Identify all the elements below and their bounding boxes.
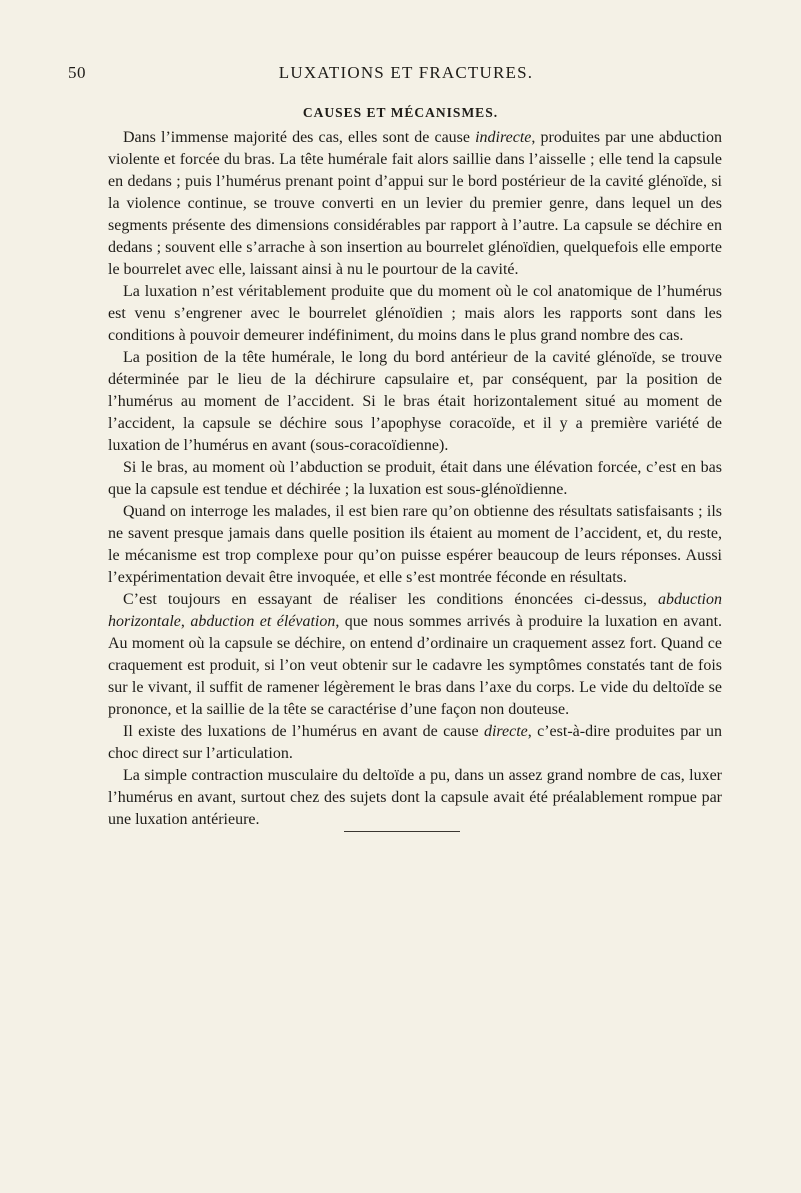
text-run: Si le bras, au moment où l’abduction se produit, était dans une élévation forcée, c’est en bas que la capsule est tendue et déchirée ; la luxation est sous-glénoïdienne.	[108, 459, 722, 498]
paragraph	[108, 721, 722, 765]
running-title: LUXATIONS ET FRACTURES.	[278, 63, 534, 82]
text-run: La luxation n’est véritablement produite que du moment où le col anatomique de l’humérus est venu s’engrener avec le bourrelet glénoïdien ; mais alors les rapports sont dans les conditions à pouvoir demeurer indéfiniment, du moins dans le plus grand nombre des cas.	[108, 283, 722, 344]
paragraph	[108, 457, 722, 501]
page-number: 50	[68, 63, 86, 82]
paragraph	[108, 501, 722, 589]
text-run: C’est toujours en essayant de réaliser les conditions énoncées ci-dessus,	[123, 591, 658, 608]
text-run: Dans l’immense majorité des cas, elles sont de cause	[123, 129, 476, 146]
text-run: , que nous sommes arrivés à produire la luxation en avant. Au moment où la capsule se déchire, on entend d’ordinaire un craquement assez fort. Quand ce craquement est produit, si l’on veut obtenir sur le cadavre les symptômes constatés tant de fois sur le vivant, il suffit de ramener légèrement le bras dans l’axe du corps. Le vide du deltoïde se prononce, et la saillie de la tête se caractérise d’une façon non douteuse.	[108, 613, 723, 718]
text-run: , produites par une abduction violente et forcée du bras. La tête humérale fait alors saillie dans l’aisselle ; elle tend la capsule en dedans ; puis l’humérus prenant point d’appui sur le bord postérieur de la cavité glénoïde, si la violence continue, se trouve converti en un levier du premier genre, dans lequel un des segments présente des dimensions considérables par rapport à l’autre. La capsule se déchire en dedans ; souvent elle s’arrache à son insertion au bourrelet glénoïdien, quelquefois elle emporte le bourrelet avec elle, laissant ainsi à nu le pourtour de la cavité.	[108, 129, 722, 278]
italic-text: indirecte	[475, 129, 532, 146]
body-text	[108, 127, 722, 831]
section-heading: CAUSES ET MÉCANISMES.	[302, 105, 499, 120]
text-run: Il existe des luxations de l’humérus en avant de cause	[123, 723, 484, 740]
paragraph	[108, 589, 722, 721]
text-run: La simple contraction musculaire du deltoïde a pu, dans un assez grand nombre de cas, luxer l’humérus en avant, surtout chez des sujets dont la capsule avait été préalablement rompue par une luxation antérieure.	[108, 767, 722, 828]
italic-text: abduction horizontale	[108, 591, 722, 630]
italic-text: directe	[483, 723, 528, 740]
text-run: Quand on interroge les malades, il est bien rare qu’on obtienne des résultats satisfaisants ; ils ne savent presque jamais dans quelle position ils étaient au moment de l’accident, et, du reste, le mécanisme est trop complexe pour qu’on puisse espérer beaucoup de leurs réponses. Aussi l’expérimentation devait être invoquée, et elle s’est montrée féconde en résultats.	[108, 503, 722, 586]
paragraph	[108, 347, 722, 457]
end-rule	[344, 831, 460, 832]
running-header	[68, 63, 744, 87]
text-run: , c’est-à-dire produites par un choc direct sur l’articulation.	[108, 723, 722, 762]
text-run: La position de la tête humérale, le long du bord antérieur de la cavité glénoïde, se trouve déterminée par le lieu de la déchirure capsulaire et, par conséquent, par la position de l’humérus au moment de l’accident. Si le bras était horizontalement situé au moment de l’accident, la capsule se déchire sous l’apophyse coracoïde, et il y a première variété de luxation de l’humérus en avant (sous-coracoïdienne).	[108, 349, 722, 454]
text-run: ,	[180, 613, 191, 630]
paragraph	[108, 765, 722, 831]
italic-text: abduction et élévation	[190, 613, 336, 630]
paragraph	[108, 281, 722, 347]
paragraph	[108, 127, 722, 281]
